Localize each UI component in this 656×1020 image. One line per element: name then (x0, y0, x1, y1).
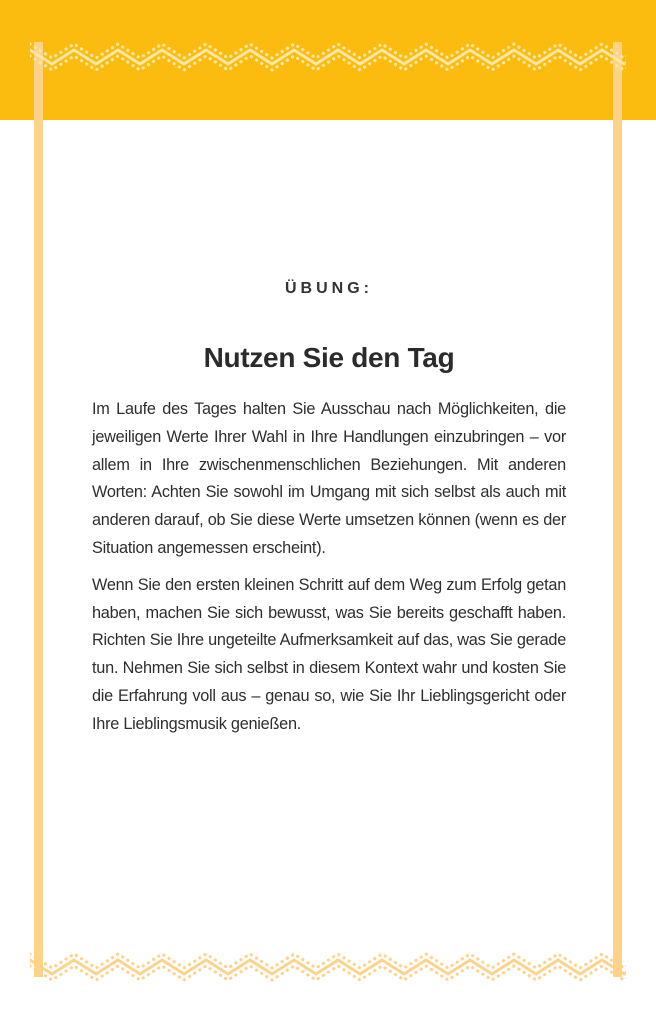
exercise-title: Nutzen Sie den Tag (203, 342, 455, 373)
exercise-label: ÜBUNG: (285, 280, 373, 297)
exercise-paragraph-1: Im Laufe des Tages halten Sie Ausschau nach Möglichkeiten, die jeweiligen Werte Ihrer Wahl in Ihre Handlungen einzubringen – vor allem in Ihre zwischenmenschlichen Beziehungen. Mit anderen Worten: Achten Sie sowohl im Umgang mit sich selbst als auch mit anderen darauf, ob Sie diese Werte umsetzen können (wenn es der Situation angemessen erscheint). (92, 400, 566, 557)
exercise-content (92, 280, 566, 748)
zigzag-lines (30, 44, 626, 70)
zigzag-lines (30, 954, 626, 980)
exercise-paragraph-2: Wenn Sie den ersten kleinen Schritt auf dem Weg zum Erfolg getan haben, machen Sie sich bewusst, was Sie bereits geschafft haben. Richten Sie Ihre ungeteilte Aufmerksamkeit auf das, was Sie gerade tun. Nehmen Sie sich selbst in diesem Kontext wahr und kosten Sie die Erfahrung voll aus – genau so, wie Sie Ihr Lieblingsgericht oder Ihre Lieblingsmusik genießen. (92, 575, 567, 733)
zigzag-ornament-top (30, 30, 626, 82)
frame-right-border (613, 42, 622, 977)
frame-left-border (34, 42, 43, 977)
zigzag-ornament-bottom (30, 938, 626, 994)
